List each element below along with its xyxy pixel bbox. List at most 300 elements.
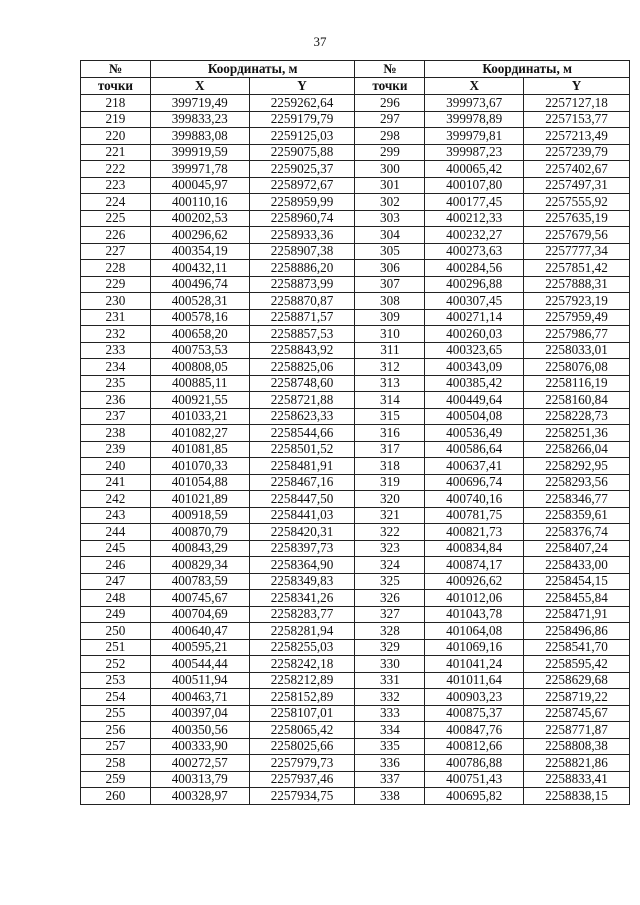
point-number-cell: 321 <box>355 507 425 524</box>
point-number-header: № <box>355 61 425 78</box>
point-number-cell: 320 <box>355 491 425 508</box>
y-coordinate-cell: 2259262,64 <box>249 95 355 112</box>
x-coordinate-cell: 400232,27 <box>425 227 524 244</box>
point-number-cell: 254 <box>81 689 151 706</box>
y-coordinate-cell: 2258467,16 <box>249 474 355 491</box>
point-number-cell: 323 <box>355 540 425 557</box>
x-coordinate-cell: 400786,88 <box>425 755 524 772</box>
x-coordinate-cell: 400586,64 <box>425 441 524 458</box>
point-number-cell: 306 <box>355 260 425 277</box>
table-row <box>81 524 630 541</box>
coordinates-header: Координаты, м <box>150 61 355 78</box>
x-coordinate-cell: 400926,62 <box>425 573 524 590</box>
table-row <box>81 210 630 227</box>
y-coordinate-cell: 2258025,66 <box>249 738 355 755</box>
point-number-cell: 256 <box>81 722 151 739</box>
y-coordinate-cell: 2258065,42 <box>249 722 355 739</box>
point-number-cell: 250 <box>81 623 151 640</box>
table-row <box>81 392 630 409</box>
y-coordinate-cell: 2258242,18 <box>249 656 355 673</box>
x-coordinate-cell: 400753,53 <box>150 342 249 359</box>
y-coordinate-cell: 2258481,91 <box>249 458 355 475</box>
point-number-cell: 324 <box>355 557 425 574</box>
table-body <box>81 95 630 805</box>
y-coordinate-cell: 2258719,22 <box>524 689 630 706</box>
table-row <box>81 672 630 689</box>
x-coordinate-cell: 400921,55 <box>150 392 249 409</box>
point-number-cell: 300 <box>355 161 425 178</box>
x-coordinate-cell: 400110,16 <box>150 194 249 211</box>
point-number-cell: 307 <box>355 276 425 293</box>
x-coordinate-cell: 400745,67 <box>150 590 249 607</box>
y-coordinate-cell: 2258501,52 <box>249 441 355 458</box>
table-row <box>81 507 630 524</box>
x-header: X <box>425 78 524 95</box>
table-row <box>81 177 630 194</box>
x-coordinate-cell: 401070,33 <box>150 458 249 475</box>
table-row <box>81 111 630 128</box>
point-number-cell: 221 <box>81 144 151 161</box>
table-row <box>81 276 630 293</box>
y-coordinate-cell: 2257402,67 <box>524 161 630 178</box>
point-number-cell: 296 <box>355 95 425 112</box>
point-number-cell: 222 <box>81 161 151 178</box>
table-row <box>81 359 630 376</box>
y-coordinate-cell: 2258281,94 <box>249 623 355 640</box>
x-coordinate-cell: 400313,79 <box>150 771 249 788</box>
x-coordinate-cell: 400874,17 <box>425 557 524 574</box>
y-coordinate-cell: 2258959,99 <box>249 194 355 211</box>
y-coordinate-cell: 2258251,36 <box>524 425 630 442</box>
y-coordinate-cell: 2258629,68 <box>524 672 630 689</box>
y-coordinate-cell: 2258838,15 <box>524 788 630 805</box>
point-number-cell: 218 <box>81 95 151 112</box>
y-coordinate-cell: 2258364,90 <box>249 557 355 574</box>
table-row <box>81 441 630 458</box>
point-number-cell: 329 <box>355 639 425 656</box>
x-coordinate-cell: 400696,74 <box>425 474 524 491</box>
y-coordinate-cell: 2257959,49 <box>524 309 630 326</box>
y-coordinate-cell: 2258346,77 <box>524 491 630 508</box>
table-row <box>81 771 630 788</box>
y-coordinate-cell: 2258745,67 <box>524 705 630 722</box>
table-row <box>81 606 630 623</box>
y-coordinate-cell: 2259125,03 <box>249 128 355 145</box>
x-coordinate-cell: 400783,59 <box>150 573 249 590</box>
y-coordinate-cell: 2257127,18 <box>524 95 630 112</box>
x-coordinate-cell: 399919,59 <box>150 144 249 161</box>
table-row <box>81 227 630 244</box>
y-coordinate-cell: 2258407,24 <box>524 540 630 557</box>
x-coordinate-cell: 400578,16 <box>150 309 249 326</box>
y-coordinate-cell: 2259025,37 <box>249 161 355 178</box>
x-coordinate-cell: 401054,88 <box>150 474 249 491</box>
x-coordinate-cell: 400885,11 <box>150 375 249 392</box>
point-number-cell: 333 <box>355 705 425 722</box>
table-row <box>81 128 630 145</box>
y-coordinate-cell: 2258541,70 <box>524 639 630 656</box>
y-coordinate-cell: 2258076,08 <box>524 359 630 376</box>
y-coordinate-cell: 2258420,31 <box>249 524 355 541</box>
y-coordinate-cell: 2258447,50 <box>249 491 355 508</box>
y-coordinate-cell: 2258397,73 <box>249 540 355 557</box>
point-number-cell: 230 <box>81 293 151 310</box>
point-number-cell: 302 <box>355 194 425 211</box>
x-coordinate-cell: 400595,21 <box>150 639 249 656</box>
y-coordinate-cell: 2258972,67 <box>249 177 355 194</box>
y-coordinate-cell: 2258821,86 <box>524 755 630 772</box>
x-coordinate-cell: 399719,49 <box>150 95 249 112</box>
y-coordinate-cell: 2258152,89 <box>249 689 355 706</box>
point-number-cell: 322 <box>355 524 425 541</box>
x-coordinate-cell: 400107,80 <box>425 177 524 194</box>
y-coordinate-cell: 2257934,75 <box>249 788 355 805</box>
x-coordinate-cell: 400829,34 <box>150 557 249 574</box>
point-number-cell: 242 <box>81 491 151 508</box>
x-coordinate-cell: 400658,20 <box>150 326 249 343</box>
page-number: 37 <box>313 34 327 49</box>
y-coordinate-cell: 2258771,87 <box>524 722 630 739</box>
y-coordinate-cell: 2258933,36 <box>249 227 355 244</box>
y-coordinate-cell: 2258359,61 <box>524 507 630 524</box>
point-number-cell: 328 <box>355 623 425 640</box>
y-header: Y <box>249 78 355 95</box>
table-row <box>81 738 630 755</box>
y-coordinate-cell: 2258595,42 <box>524 656 630 673</box>
y-coordinate-cell: 2258808,38 <box>524 738 630 755</box>
point-number-cell: 303 <box>355 210 425 227</box>
table-row <box>81 375 630 392</box>
point-number-cell: 244 <box>81 524 151 541</box>
y-coordinate-cell: 2258471,91 <box>524 606 630 623</box>
y-coordinate-cell: 2257923,19 <box>524 293 630 310</box>
y-coordinate-cell: 2258623,33 <box>249 408 355 425</box>
x-coordinate-cell: 399883,08 <box>150 128 249 145</box>
x-coordinate-cell: 401033,21 <box>150 408 249 425</box>
y-coordinate-cell: 2258907,38 <box>249 243 355 260</box>
x-coordinate-cell: 400511,94 <box>150 672 249 689</box>
point-number-cell: 229 <box>81 276 151 293</box>
point-number-cell: 260 <box>81 788 151 805</box>
point-number-cell: 298 <box>355 128 425 145</box>
x-coordinate-cell: 400536,49 <box>425 425 524 442</box>
x-coordinate-cell: 400504,08 <box>425 408 524 425</box>
x-coordinate-cell: 400640,47 <box>150 623 249 640</box>
y-coordinate-cell: 2258748,60 <box>249 375 355 392</box>
table-row <box>81 425 630 442</box>
x-coordinate-cell: 400637,41 <box>425 458 524 475</box>
point-number-cell: 231 <box>81 309 151 326</box>
x-coordinate-cell: 400463,71 <box>150 689 249 706</box>
table-row <box>81 491 630 508</box>
coordinates-header: Координаты, м <box>425 61 630 78</box>
x-coordinate-cell: 400695,82 <box>425 788 524 805</box>
x-coordinate-cell: 400284,56 <box>425 260 524 277</box>
x-coordinate-cell: 401081,85 <box>150 441 249 458</box>
x-coordinate-cell: 399833,23 <box>150 111 249 128</box>
y-coordinate-cell: 2257635,19 <box>524 210 630 227</box>
coordinates-table <box>80 60 630 805</box>
x-coordinate-cell: 399979,81 <box>425 128 524 145</box>
y-coordinate-cell: 2258544,66 <box>249 425 355 442</box>
x-coordinate-cell: 400323,65 <box>425 342 524 359</box>
x-coordinate-cell: 400354,19 <box>150 243 249 260</box>
x-coordinate-cell: 400496,74 <box>150 276 249 293</box>
x-coordinate-cell: 400544,44 <box>150 656 249 673</box>
point-number-cell: 338 <box>355 788 425 805</box>
x-coordinate-cell: 400397,04 <box>150 705 249 722</box>
point-number-cell: 305 <box>355 243 425 260</box>
y-coordinate-cell: 2258341,26 <box>249 590 355 607</box>
table-row <box>81 474 630 491</box>
x-coordinate-cell: 400272,57 <box>150 755 249 772</box>
y-coordinate-cell: 2258107,01 <box>249 705 355 722</box>
point-number-cell: 245 <box>81 540 151 557</box>
x-coordinate-cell: 400385,42 <box>425 375 524 392</box>
table-row <box>81 722 630 739</box>
point-number-cell: 234 <box>81 359 151 376</box>
x-coordinate-cell: 400740,16 <box>425 491 524 508</box>
point-number-cell: 235 <box>81 375 151 392</box>
table-row <box>81 689 630 706</box>
table-row <box>81 656 630 673</box>
y-coordinate-cell: 2258455,84 <box>524 590 630 607</box>
point-number-cell: 335 <box>355 738 425 755</box>
x-coordinate-cell: 400918,59 <box>150 507 249 524</box>
y-coordinate-cell: 2258228,73 <box>524 408 630 425</box>
x-coordinate-cell: 401021,89 <box>150 491 249 508</box>
point-number-cell: 239 <box>81 441 151 458</box>
point-number-cell: 337 <box>355 771 425 788</box>
y-coordinate-cell: 2258266,04 <box>524 441 630 458</box>
y-coordinate-cell: 2257213,49 <box>524 128 630 145</box>
point-number-cell: 317 <box>355 441 425 458</box>
x-coordinate-cell: 400834,84 <box>425 540 524 557</box>
x-coordinate-cell: 400870,79 <box>150 524 249 541</box>
x-coordinate-cell: 400875,37 <box>425 705 524 722</box>
point-number-cell: 332 <box>355 689 425 706</box>
y-coordinate-cell: 2258825,06 <box>249 359 355 376</box>
y-coordinate-cell: 2258293,56 <box>524 474 630 491</box>
table-row <box>81 590 630 607</box>
x-coordinate-cell: 400903,23 <box>425 689 524 706</box>
point-number-cell: 327 <box>355 606 425 623</box>
point-number-cell: 240 <box>81 458 151 475</box>
point-number-cell: 310 <box>355 326 425 343</box>
table-row <box>81 573 630 590</box>
point-number-cell: 330 <box>355 656 425 673</box>
x-coordinate-cell: 400045,97 <box>150 177 249 194</box>
y-coordinate-cell: 2258212,89 <box>249 672 355 689</box>
y-coordinate-cell: 2258721,88 <box>249 392 355 409</box>
y-coordinate-cell: 2258886,20 <box>249 260 355 277</box>
point-number-cell: 226 <box>81 227 151 244</box>
x-coordinate-cell: 400177,45 <box>425 194 524 211</box>
y-coordinate-cell: 2257239,79 <box>524 144 630 161</box>
point-number-cell: 257 <box>81 738 151 755</box>
y-coordinate-cell: 2258960,74 <box>249 210 355 227</box>
point-number-cell: 314 <box>355 392 425 409</box>
point-number-cell: 238 <box>81 425 151 442</box>
y-coordinate-cell: 2259075,88 <box>249 144 355 161</box>
y-coordinate-cell: 2258283,77 <box>249 606 355 623</box>
y-coordinate-cell: 2258870,87 <box>249 293 355 310</box>
table-row <box>81 309 630 326</box>
point-number-cell: 241 <box>81 474 151 491</box>
point-number-cell: 252 <box>81 656 151 673</box>
point-number-cell: 243 <box>81 507 151 524</box>
x-coordinate-cell: 399978,89 <box>425 111 524 128</box>
x-coordinate-cell: 400296,88 <box>425 276 524 293</box>
table-row <box>81 194 630 211</box>
table-row <box>81 408 630 425</box>
table-row <box>81 540 630 557</box>
table-row <box>81 755 630 772</box>
x-coordinate-cell: 400432,11 <box>150 260 249 277</box>
point-number-cell: 255 <box>81 705 151 722</box>
y-coordinate-cell: 2257937,46 <box>249 771 355 788</box>
x-coordinate-cell: 400449,64 <box>425 392 524 409</box>
point-number-cell: 336 <box>355 755 425 772</box>
point-number-cell: 251 <box>81 639 151 656</box>
x-coordinate-cell: 400260,03 <box>425 326 524 343</box>
x-coordinate-cell: 399971,78 <box>150 161 249 178</box>
y-coordinate-cell: 2258160,84 <box>524 392 630 409</box>
y-coordinate-cell: 2258033,01 <box>524 342 630 359</box>
x-coordinate-cell: 400350,56 <box>150 722 249 739</box>
point-number-cell: 236 <box>81 392 151 409</box>
x-coordinate-cell: 400751,43 <box>425 771 524 788</box>
point-number-header: № <box>81 61 151 78</box>
x-coordinate-cell: 400202,53 <box>150 210 249 227</box>
y-coordinate-cell: 2258433,00 <box>524 557 630 574</box>
point-number-cell: 331 <box>355 672 425 689</box>
point-number-cell: 232 <box>81 326 151 343</box>
point-number-cell: 312 <box>355 359 425 376</box>
y-coordinate-cell: 2258255,03 <box>249 639 355 656</box>
y-coordinate-cell: 2258843,92 <box>249 342 355 359</box>
table-row <box>81 342 630 359</box>
point-number-cell: 223 <box>81 177 151 194</box>
y-coordinate-cell: 2258376,74 <box>524 524 630 541</box>
x-coordinate-cell: 400528,31 <box>150 293 249 310</box>
y-coordinate-cell: 2258871,57 <box>249 309 355 326</box>
table-header <box>81 61 630 95</box>
y-coordinate-cell: 2258857,53 <box>249 326 355 343</box>
y-coordinate-cell: 2258441,03 <box>249 507 355 524</box>
point-number-cell: 297 <box>355 111 425 128</box>
point-number-cell: 233 <box>81 342 151 359</box>
point-number-cell: 237 <box>81 408 151 425</box>
table-row <box>81 705 630 722</box>
table-row <box>81 260 630 277</box>
point-number-cell: 227 <box>81 243 151 260</box>
point-number-cell: 225 <box>81 210 151 227</box>
x-coordinate-cell: 400843,29 <box>150 540 249 557</box>
x-coordinate-cell: 401011,64 <box>425 672 524 689</box>
y-coordinate-cell: 2259179,79 <box>249 111 355 128</box>
x-coordinate-cell: 400296,62 <box>150 227 249 244</box>
x-coordinate-cell: 399973,67 <box>425 95 524 112</box>
point-number-cell: 301 <box>355 177 425 194</box>
table-row <box>81 557 630 574</box>
x-coordinate-cell: 401043,78 <box>425 606 524 623</box>
point-number-cell: 319 <box>355 474 425 491</box>
y-coordinate-cell: 2257679,56 <box>524 227 630 244</box>
table-row <box>81 623 630 640</box>
x-coordinate-cell: 400704,69 <box>150 606 249 623</box>
point-number-cell: 259 <box>81 771 151 788</box>
x-coordinate-cell: 400847,76 <box>425 722 524 739</box>
y-coordinate-cell: 2258496,86 <box>524 623 630 640</box>
x-coordinate-cell: 400271,14 <box>425 309 524 326</box>
x-coordinate-cell: 400812,66 <box>425 738 524 755</box>
y-coordinate-cell: 2258454,15 <box>524 573 630 590</box>
x-coordinate-cell: 400212,33 <box>425 210 524 227</box>
y-coordinate-cell: 2257153,77 <box>524 111 630 128</box>
point-number-cell: 249 <box>81 606 151 623</box>
y-coordinate-cell: 2257777,34 <box>524 243 630 260</box>
table-row <box>81 326 630 343</box>
table-row <box>81 243 630 260</box>
point-number-cell: 313 <box>355 375 425 392</box>
x-coordinate-cell: 400808,05 <box>150 359 249 376</box>
point-number-cell: 299 <box>355 144 425 161</box>
x-coordinate-cell: 401082,27 <box>150 425 249 442</box>
y-coordinate-cell: 2258292,95 <box>524 458 630 475</box>
x-coordinate-cell: 400307,45 <box>425 293 524 310</box>
point-number-cell: 309 <box>355 309 425 326</box>
y-coordinate-cell: 2257555,92 <box>524 194 630 211</box>
y-coordinate-cell: 2258116,19 <box>524 375 630 392</box>
point-number-cell: 248 <box>81 590 151 607</box>
x-coordinate-cell: 400821,73 <box>425 524 524 541</box>
table-row <box>81 161 630 178</box>
y-coordinate-cell: 2257986,77 <box>524 326 630 343</box>
point-number-cell: 334 <box>355 722 425 739</box>
table-row <box>81 788 630 805</box>
y-coordinate-cell: 2258349,83 <box>249 573 355 590</box>
point-label-header: точки <box>81 78 151 95</box>
table-row <box>81 458 630 475</box>
y-coordinate-cell: 2257979,73 <box>249 755 355 772</box>
x-coordinate-cell: 401041,24 <box>425 656 524 673</box>
point-number-cell: 318 <box>355 458 425 475</box>
x-coordinate-cell: 400328,97 <box>150 788 249 805</box>
x-coordinate-cell: 399987,23 <box>425 144 524 161</box>
point-number-cell: 219 <box>81 111 151 128</box>
point-number-cell: 247 <box>81 573 151 590</box>
y-header: Y <box>524 78 630 95</box>
x-coordinate-cell: 400065,42 <box>425 161 524 178</box>
x-coordinate-cell: 400343,09 <box>425 359 524 376</box>
x-coordinate-cell: 401069,16 <box>425 639 524 656</box>
point-number-cell: 220 <box>81 128 151 145</box>
table-row <box>81 293 630 310</box>
y-coordinate-cell: 2258833,41 <box>524 771 630 788</box>
point-number-cell: 325 <box>355 573 425 590</box>
x-coordinate-cell: 400333,90 <box>150 738 249 755</box>
x-coordinate-cell: 400781,75 <box>425 507 524 524</box>
point-number-cell: 308 <box>355 293 425 310</box>
point-number-cell: 316 <box>355 425 425 442</box>
point-number-cell: 224 <box>81 194 151 211</box>
table-row <box>81 639 630 656</box>
point-number-cell: 253 <box>81 672 151 689</box>
point-number-cell: 311 <box>355 342 425 359</box>
x-coordinate-cell: 401012,06 <box>425 590 524 607</box>
x-coordinate-cell: 400273,63 <box>425 243 524 260</box>
